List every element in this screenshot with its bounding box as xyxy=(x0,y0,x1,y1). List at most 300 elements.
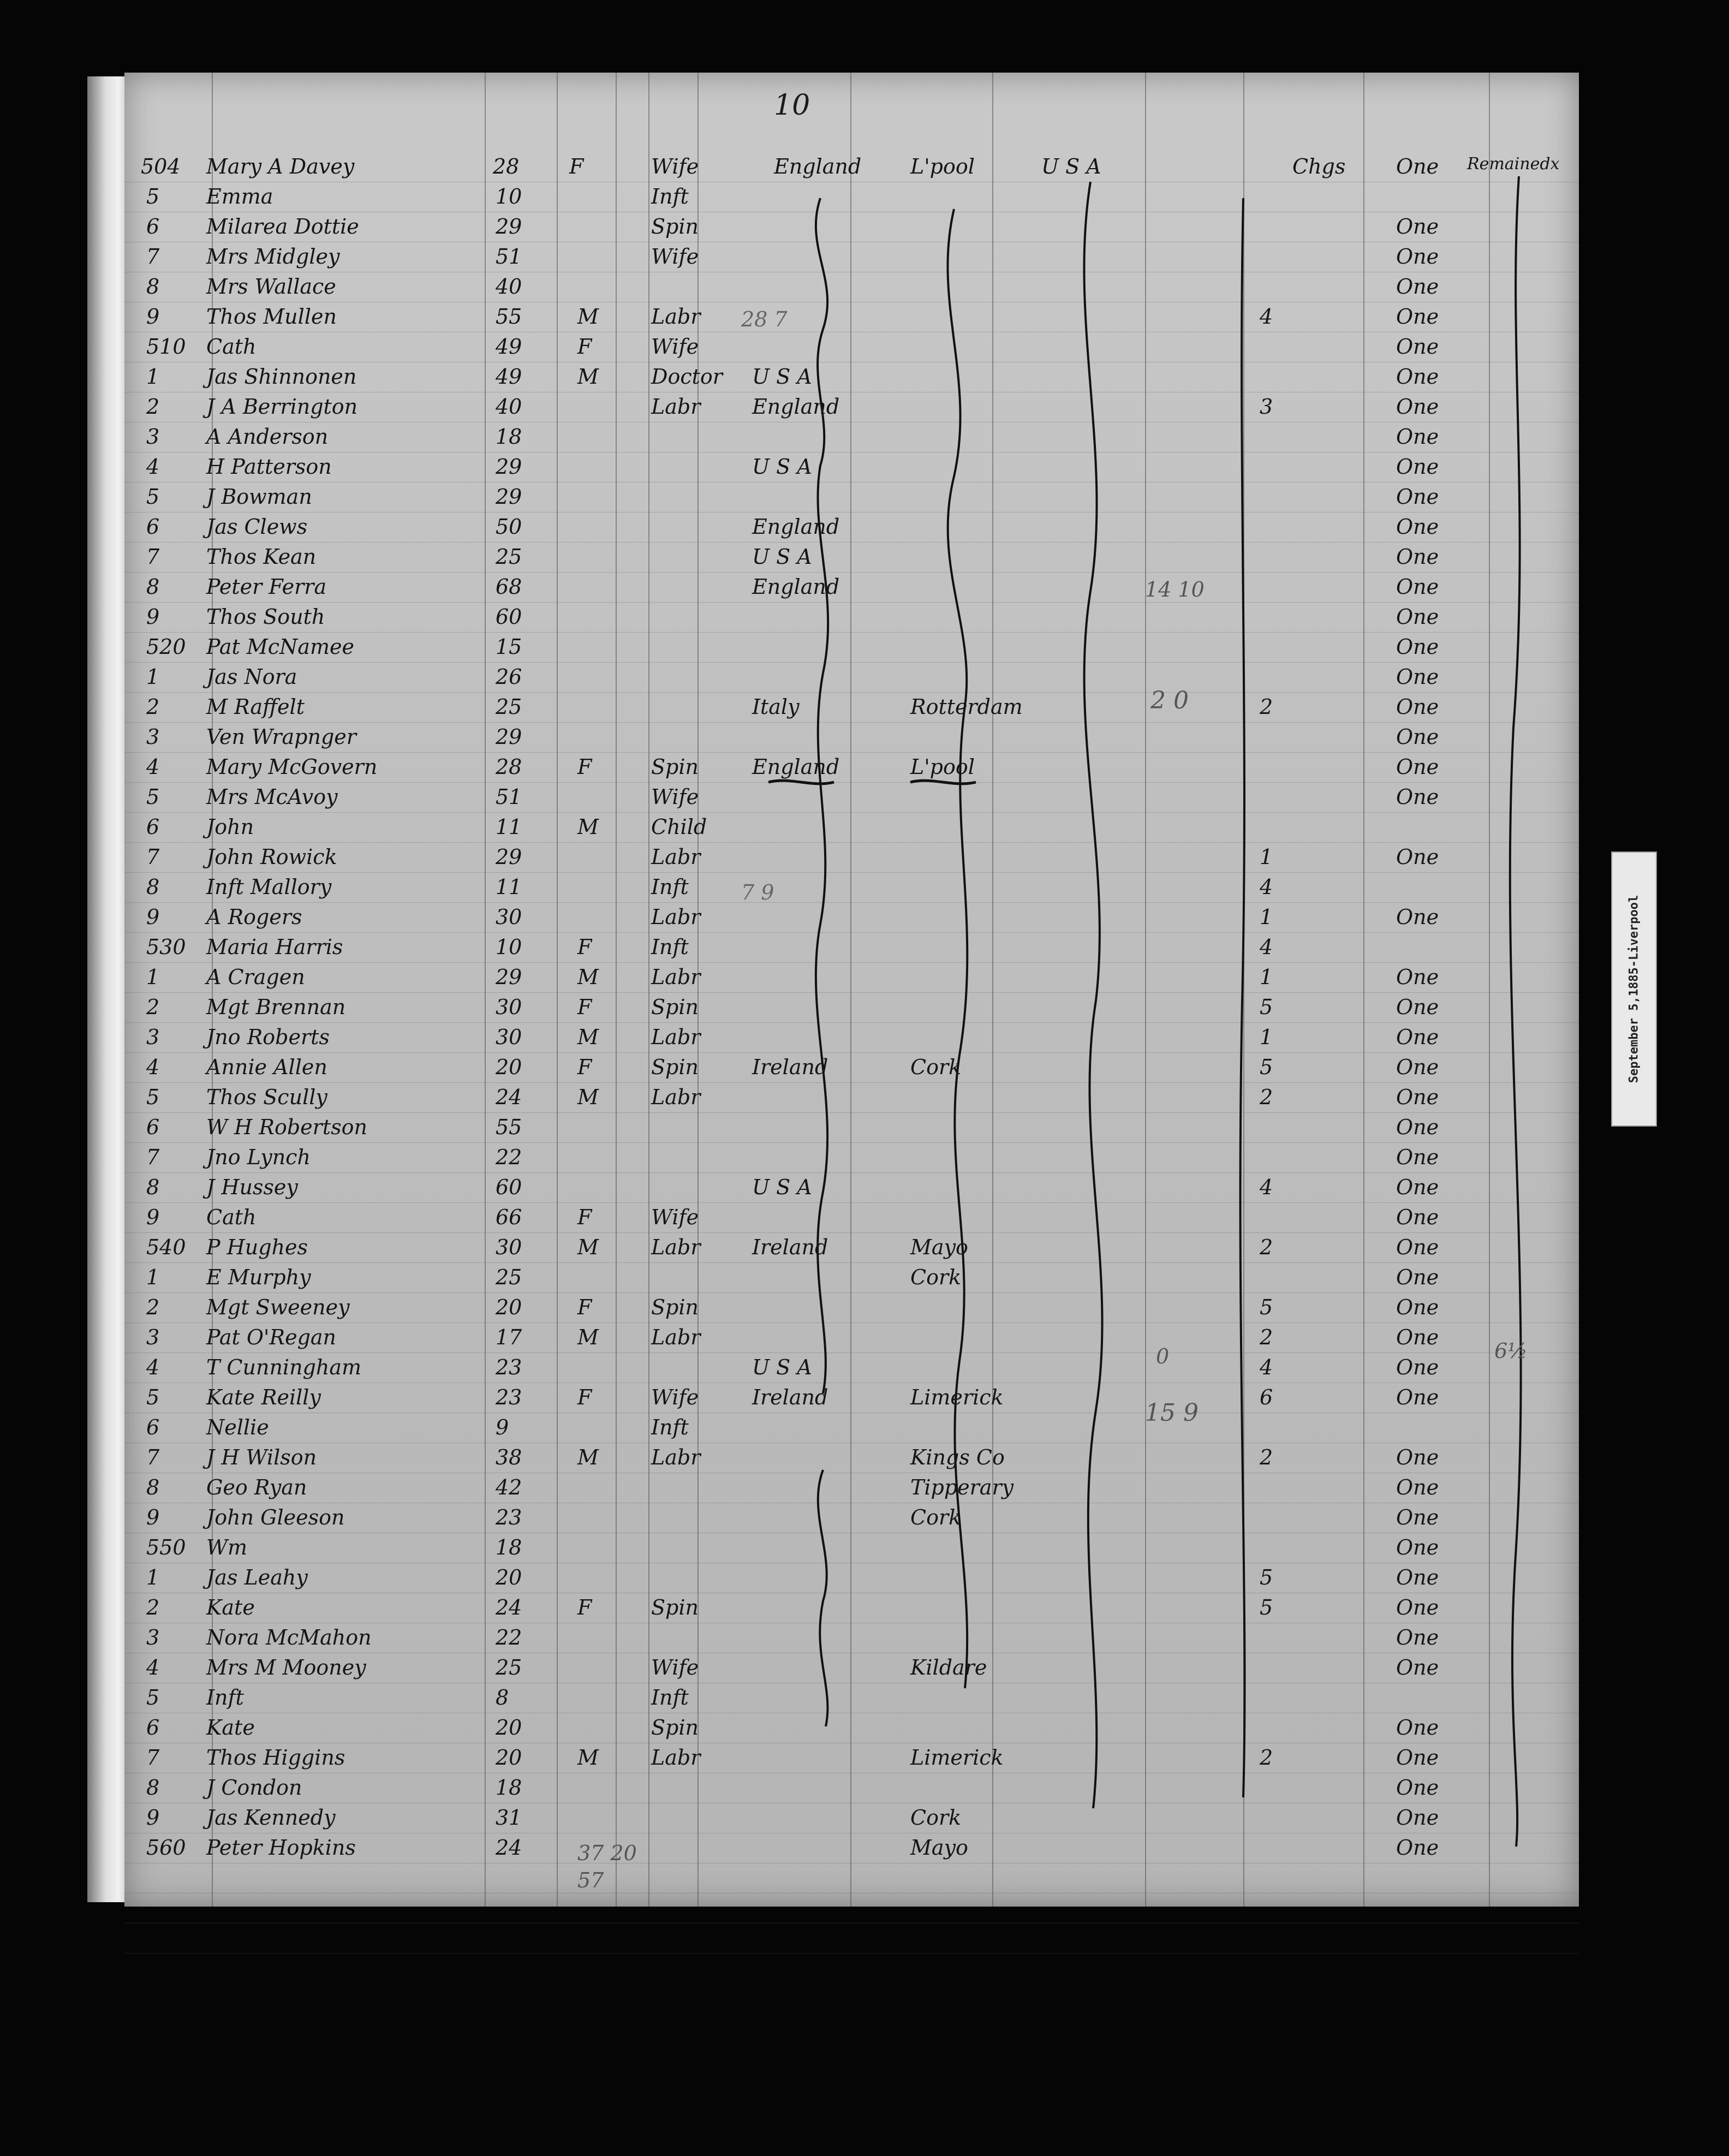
passenger-age: 20 xyxy=(496,1716,522,1740)
row-number: 9 xyxy=(146,305,160,329)
pencil-note: 28 7 xyxy=(741,307,788,331)
passenger-occupation: Inft xyxy=(651,1686,689,1710)
passenger-occupation: Wife xyxy=(651,1205,699,1229)
port-of-embarkation: L'pool xyxy=(910,755,975,779)
baggage-pieces: One xyxy=(1396,1836,1439,1860)
passenger-name: Mrs Midgley xyxy=(206,245,340,269)
row-number: 8 xyxy=(146,1776,160,1800)
berth-number: 5 xyxy=(1260,1565,1273,1589)
row-number: 550 xyxy=(146,1535,186,1559)
passenger-occupation: Inft xyxy=(651,935,689,959)
microfilm-label-text: September 5,1885-Liverpool xyxy=(1627,895,1641,1083)
passenger-occupation: Labr xyxy=(651,965,701,989)
berth-number: 5 xyxy=(1260,995,1273,1019)
passenger-age: 38 xyxy=(496,1445,522,1469)
pencil-note: 0 xyxy=(1156,1344,1170,1368)
baggage-pieces: One xyxy=(1396,725,1439,749)
passenger-occupation: Doctor xyxy=(651,365,723,389)
passenger-name: Jas Nora xyxy=(206,665,297,689)
passenger-name: John Gleeson xyxy=(206,1505,345,1529)
row-number: 9 xyxy=(146,1505,160,1529)
passenger-occupation: Inft xyxy=(651,875,689,899)
column-total: 57 xyxy=(577,1868,604,1892)
passenger-age: 60 xyxy=(496,1175,522,1199)
row-number: 4 xyxy=(146,455,160,479)
row-number: 6 xyxy=(146,1115,160,1139)
baggage-pieces: One xyxy=(1396,1595,1439,1619)
baggage-pieces: One xyxy=(1396,1025,1439,1049)
baggage-pieces: One xyxy=(1396,425,1439,449)
passenger-name: J A Berrington xyxy=(206,395,358,419)
passenger-occupation: Inft xyxy=(651,184,689,209)
passenger-country: U S A xyxy=(752,545,812,569)
destination: U S A xyxy=(1041,154,1101,178)
passenger-sex: F xyxy=(577,335,592,359)
passenger-age: 18 xyxy=(496,1535,522,1559)
row-number: 7 xyxy=(146,1445,160,1469)
passenger-age: 20 xyxy=(496,1565,522,1589)
baggage-pieces: One xyxy=(1396,1565,1439,1589)
passenger-age: 60 xyxy=(496,605,522,629)
passenger-sex: M xyxy=(577,1085,599,1109)
passenger-occupation: Inft xyxy=(651,1415,689,1439)
passenger-country: England xyxy=(752,755,840,779)
passenger-sex: F xyxy=(577,1055,592,1079)
baggage-pieces: One xyxy=(1396,275,1439,299)
passenger-name: M Raffelt xyxy=(206,695,305,719)
passenger-age: 25 xyxy=(496,1655,522,1679)
row-number: 7 xyxy=(146,545,160,569)
passenger-name: Thos Higgins xyxy=(206,1746,345,1770)
port-of-embarkation: Tipperary xyxy=(910,1475,1014,1499)
passenger-country: England xyxy=(752,395,840,419)
row-number: 1 xyxy=(146,365,160,389)
berth-number: 2 xyxy=(1260,1746,1273,1770)
baggage-pieces: One xyxy=(1396,335,1439,359)
row-number: 9 xyxy=(146,605,160,629)
passenger-sex: F xyxy=(577,1385,592,1409)
berth-number: 2 xyxy=(1260,695,1273,719)
row-number: 540 xyxy=(146,1235,186,1259)
passenger-occupation: Labr xyxy=(651,905,701,929)
passenger-occupation: Labr xyxy=(651,1445,701,1469)
row-number: 6 xyxy=(146,515,160,539)
passenger-occupation: Spin xyxy=(651,215,699,239)
passenger-sex: F xyxy=(577,1595,592,1619)
passenger-sex: M xyxy=(577,1746,599,1770)
passenger-country: U S A xyxy=(752,1175,812,1199)
baggage-pieces: One xyxy=(1396,305,1439,329)
row-number: 6 xyxy=(146,215,160,239)
passenger-name: Inft Mallory xyxy=(206,875,332,899)
baggage-pieces: One xyxy=(1396,1265,1439,1289)
port-of-embarkation: Mayo xyxy=(910,1235,968,1259)
passenger-age: 68 xyxy=(496,575,522,599)
passenger-name: A Cragen xyxy=(206,965,305,989)
passenger-name: Mary A Davey xyxy=(206,154,355,178)
passenger-age: 11 xyxy=(496,875,522,899)
baggage-pieces: One xyxy=(1396,545,1439,569)
berth-number: 2 xyxy=(1260,1325,1273,1349)
passenger-name: Mrs Wallace xyxy=(206,275,336,299)
passenger-occupation: Labr xyxy=(651,1025,701,1049)
baggage-pieces: One xyxy=(1396,575,1439,599)
passenger-name: Milarea Dottie xyxy=(206,215,359,239)
passenger-name: Cath xyxy=(206,335,257,359)
berth-number: 5 xyxy=(1260,1055,1273,1079)
passenger-name: Jas Kennedy xyxy=(206,1806,336,1830)
pencil-note: 15 9 xyxy=(1145,1399,1199,1427)
passenger-country: U S A xyxy=(752,1355,812,1379)
row-number: 5 xyxy=(146,1385,160,1409)
passenger-name: H Patterson xyxy=(206,455,332,479)
passenger-country: Ireland xyxy=(752,1235,828,1259)
passenger-name: Pat McNamee xyxy=(206,635,354,659)
passenger-age: 22 xyxy=(496,1145,522,1169)
passenger-sex: M xyxy=(577,305,599,329)
row-number: 2 xyxy=(146,1295,160,1319)
passenger-name: J Bowman xyxy=(206,485,312,509)
passenger-age: 25 xyxy=(496,695,522,719)
passenger-occupation: Wife xyxy=(651,1655,699,1679)
baggage-pieces: One xyxy=(1396,1806,1439,1830)
passenger-age: 20 xyxy=(496,1295,522,1319)
passenger-name: Jno Lynch xyxy=(206,1145,311,1169)
baggage-pieces: One xyxy=(1396,1145,1439,1169)
passenger-name: J Hussey xyxy=(206,1175,298,1199)
row-number: 3 xyxy=(146,1325,160,1349)
passenger-age: 55 xyxy=(496,305,522,329)
baggage-pieces: One xyxy=(1396,245,1439,269)
row-number: 6 xyxy=(146,815,160,839)
passenger-name: Jas Clews xyxy=(206,515,308,539)
baggage-pieces: One xyxy=(1396,845,1439,869)
baggage-pieces: One xyxy=(1396,605,1439,629)
berth-number: 4 xyxy=(1260,1175,1273,1199)
passenger-name: P Hughes xyxy=(206,1235,308,1259)
passenger-age: 24 xyxy=(496,1595,522,1619)
baggage-pieces: One xyxy=(1396,965,1439,989)
row-number: 7 xyxy=(146,1746,160,1770)
port-of-embarkation: Cork xyxy=(910,1055,962,1079)
row-number: 3 xyxy=(146,725,160,749)
row-number: 2 xyxy=(146,995,160,1019)
passenger-name: Annie Allen xyxy=(206,1055,327,1079)
baggage-pieces: One xyxy=(1396,1746,1439,1770)
row-number: 7 xyxy=(146,845,160,869)
passenger-country: U S A xyxy=(752,365,812,389)
passenger-age: 20 xyxy=(496,1055,522,1079)
port-of-embarkation: Kildare xyxy=(910,1655,987,1679)
manifest-page xyxy=(124,73,1579,1907)
passenger-age: 50 xyxy=(496,515,522,539)
row-number: 5 xyxy=(146,785,160,809)
passenger-age: 15 xyxy=(496,635,522,659)
passenger-age: 23 xyxy=(496,1355,522,1379)
passenger-name: Mrs McAvoy xyxy=(206,785,338,809)
baggage-pieces: One xyxy=(1396,1716,1439,1740)
berth-number: 4 xyxy=(1260,935,1273,959)
passenger-name: Thos Mullen xyxy=(206,305,337,329)
passenger-age: 10 xyxy=(496,935,522,959)
row-number: 4 xyxy=(146,1655,160,1679)
row-number: 510 xyxy=(146,335,186,359)
row-number: 530 xyxy=(146,935,186,959)
passenger-age: 30 xyxy=(496,905,522,929)
passenger-age: 42 xyxy=(496,1475,522,1499)
row-number: 3 xyxy=(146,425,160,449)
port-of-embarkation: Limerick xyxy=(910,1385,1004,1409)
row-number: 2 xyxy=(146,1595,160,1619)
passenger-age: 28 xyxy=(496,755,522,779)
passenger-occupation: Wife xyxy=(651,154,699,178)
passenger-sex: M xyxy=(577,965,599,989)
row-number: 7 xyxy=(146,245,160,269)
berth-number: 4 xyxy=(1260,305,1273,329)
baggage-pieces: One xyxy=(1396,1655,1439,1679)
row-number: 3 xyxy=(146,1625,160,1649)
passenger-name: Cath xyxy=(206,1205,257,1229)
passenger-name: A Rogers xyxy=(206,905,302,929)
passenger-name: Peter Ferra xyxy=(206,575,327,599)
passenger-country: U S A xyxy=(752,455,812,479)
passenger-country: Ireland xyxy=(752,1055,828,1079)
passenger-age: 25 xyxy=(496,1265,522,1289)
passenger-sex: M xyxy=(577,1325,599,1349)
passenger-name: Ven Wrapnger xyxy=(206,725,356,749)
row-number: 8 xyxy=(146,575,160,599)
row-number: 5 xyxy=(146,1085,160,1109)
passenger-age: 8 xyxy=(496,1686,509,1710)
berth-number: 1 xyxy=(1260,845,1273,869)
port-of-embarkation: Cork xyxy=(910,1265,962,1289)
passenger-sex: M xyxy=(577,815,599,839)
passenger-age: 18 xyxy=(496,1776,522,1800)
passenger-age: 29 xyxy=(496,725,522,749)
baggage-pieces: One xyxy=(1396,365,1439,389)
passenger-age: 51 xyxy=(496,245,522,269)
passenger-occupation: Wife xyxy=(651,245,699,269)
passenger-age: 49 xyxy=(496,365,522,389)
passenger-occupation: Wife xyxy=(651,1385,699,1409)
passenger-name: Geo Ryan xyxy=(206,1475,307,1499)
row-number: 5 xyxy=(146,485,160,509)
passenger-occupation: Child xyxy=(651,815,707,839)
port-of-embarkation: Mayo xyxy=(910,1836,968,1860)
baggage-pieces: One xyxy=(1396,1475,1439,1499)
column-total: 37 20 xyxy=(577,1841,637,1865)
passenger-occupation: Spin xyxy=(651,1295,699,1319)
berth-number: 5 xyxy=(1260,1295,1273,1319)
passenger-name: Jno Roberts xyxy=(206,1025,330,1049)
passenger-name: Thos Scully xyxy=(206,1085,327,1109)
passenger-age: 17 xyxy=(496,1325,522,1349)
passenger-name: A Anderson xyxy=(206,425,329,449)
remark-note: 6½ xyxy=(1494,1339,1528,1363)
pencil-note: 2 0 xyxy=(1150,687,1189,714)
passenger-occupation: Labr xyxy=(651,395,701,419)
passenger-name: Pat O'Regan xyxy=(206,1325,337,1349)
passenger-occupation: Spin xyxy=(651,755,699,779)
remarks: Remainedx xyxy=(1467,154,1560,174)
passenger-age: 29 xyxy=(496,845,522,869)
passenger-country: England xyxy=(774,154,862,178)
passenger-name: Jas Leahy xyxy=(206,1565,308,1589)
passenger-age: 23 xyxy=(496,1505,522,1529)
passenger-age: 11 xyxy=(496,815,522,839)
port-of-embarkation: Limerick xyxy=(910,1746,1004,1770)
passenger-age: 28 xyxy=(493,154,520,178)
baggage-pieces: One xyxy=(1396,1295,1439,1319)
passenger-occupation: Spin xyxy=(651,1055,699,1079)
baggage-pieces: One xyxy=(1396,1355,1439,1379)
row-number: 9 xyxy=(146,1205,160,1229)
berth-number: 1 xyxy=(1260,965,1273,989)
berth-number: 2 xyxy=(1260,1235,1273,1259)
port-of-embarkation: Cork xyxy=(910,1806,962,1830)
passenger-country: Ireland xyxy=(752,1385,828,1409)
port-of-embarkation: Cork xyxy=(910,1505,962,1529)
passenger-age: 51 xyxy=(496,785,522,809)
passenger-occupation: Labr xyxy=(651,305,701,329)
passenger-sex: M xyxy=(577,365,599,389)
berth-number: 4 xyxy=(1260,1355,1273,1379)
baggage-pieces: One xyxy=(1396,154,1439,178)
passenger-name: Mrs M Mooney xyxy=(206,1655,366,1679)
passenger-age: 24 xyxy=(496,1085,522,1109)
passenger-sex: M xyxy=(577,1235,599,1259)
pencil-note: 14 10 xyxy=(1145,577,1205,601)
row-number: 5 xyxy=(146,1686,160,1710)
passenger-occupation: Wife xyxy=(651,785,699,809)
passenger-name: John Rowick xyxy=(206,845,337,869)
passenger-occupation: Spin xyxy=(651,1716,699,1740)
passenger-country: Italy xyxy=(752,695,800,719)
passenger-age: 40 xyxy=(496,395,522,419)
passenger-name: E Murphy xyxy=(206,1265,311,1289)
port-of-embarkation: L'pool xyxy=(910,154,975,178)
passenger-age: 20 xyxy=(496,1746,522,1770)
baggage-pieces: One xyxy=(1396,1776,1439,1800)
baggage-pieces: One xyxy=(1396,695,1439,719)
baggage-pieces: One xyxy=(1396,635,1439,659)
row-number: 1 xyxy=(146,965,160,989)
baggage-pieces: One xyxy=(1396,1055,1439,1079)
passenger-name: J Condon xyxy=(206,1776,302,1800)
passenger-age: 55 xyxy=(496,1115,522,1139)
passenger-age: 22 xyxy=(496,1625,522,1649)
berth-number: 1 xyxy=(1260,1025,1273,1049)
passenger-name: J H Wilson xyxy=(206,1445,317,1469)
passenger-age: 66 xyxy=(496,1205,522,1229)
baggage-pieces: One xyxy=(1396,1115,1439,1139)
passenger-sex: F xyxy=(577,1205,592,1229)
passenger-occupation: Labr xyxy=(651,1325,701,1349)
passenger-name: John xyxy=(206,815,254,839)
passenger-age: 29 xyxy=(496,485,522,509)
passenger-country: England xyxy=(752,575,840,599)
baggage-pieces: One xyxy=(1396,755,1439,779)
passenger-name: Kate xyxy=(206,1716,255,1740)
baggage-pieces: One xyxy=(1396,1175,1439,1199)
row-number: 9 xyxy=(146,905,160,929)
passenger-name: Kate Reilly xyxy=(206,1385,321,1409)
row-number: 4 xyxy=(146,755,160,779)
berth-number: 3 xyxy=(1260,395,1273,419)
baggage-pieces: One xyxy=(1396,995,1439,1019)
passenger-occupation: Wife xyxy=(651,335,699,359)
passenger-sex: F xyxy=(577,995,592,1019)
row-number: 4 xyxy=(146,1355,160,1379)
row-number: 3 xyxy=(146,1025,160,1049)
passenger-sex: F xyxy=(577,935,592,959)
berth-number: 2 xyxy=(1260,1445,1273,1469)
passenger-age: 9 xyxy=(496,1415,509,1439)
passenger-age: 25 xyxy=(496,545,522,569)
passenger-name: Maria Harris xyxy=(206,935,343,959)
passenger-occupation: Labr xyxy=(651,1085,701,1109)
baggage-pieces: One xyxy=(1396,455,1439,479)
berth-number: 6 xyxy=(1260,1385,1273,1409)
row-number: 520 xyxy=(146,635,186,659)
passenger-sex: F xyxy=(577,1295,592,1319)
passenger-occupation: Labr xyxy=(651,1746,701,1770)
port-of-embarkation: Kings Co xyxy=(910,1445,1005,1469)
row-number: 8 xyxy=(146,1175,160,1199)
berth-number: 1 xyxy=(1260,905,1273,929)
passenger-occupation: Spin xyxy=(651,995,699,1019)
passenger-age: 30 xyxy=(496,1025,522,1049)
row-number: 6 xyxy=(146,1716,160,1740)
baggage-pieces: One xyxy=(1396,515,1439,539)
row-number: 1 xyxy=(146,665,160,689)
row-number: 504 xyxy=(141,154,181,178)
berth-number: 2 xyxy=(1260,1085,1273,1109)
passenger-age: 10 xyxy=(496,184,522,209)
row-number: 2 xyxy=(146,395,160,419)
passenger-occupation: Labr xyxy=(651,1235,701,1259)
passenger-sex: F xyxy=(569,154,584,178)
passenger-name: Wm xyxy=(206,1535,248,1559)
berth-number: 4 xyxy=(1260,875,1273,899)
passenger-name: Thos South xyxy=(206,605,325,629)
passenger-sex: M xyxy=(577,1025,599,1049)
passenger-age: 49 xyxy=(496,335,522,359)
berth-number: 5 xyxy=(1260,1595,1273,1619)
passenger-name: Mgt Sweeney xyxy=(206,1295,350,1319)
baggage-pieces: One xyxy=(1396,905,1439,929)
pencil-note: 7 9 xyxy=(741,880,774,904)
baggage-pieces: One xyxy=(1396,785,1439,809)
baggage-pieces: One xyxy=(1396,1205,1439,1229)
row-number: 8 xyxy=(146,275,160,299)
passenger-name: Emma xyxy=(206,184,273,209)
baggage-pieces: One xyxy=(1396,1085,1439,1109)
baggage-pieces: One xyxy=(1396,485,1439,509)
baggage-pieces: One xyxy=(1396,1505,1439,1529)
baggage-pieces: One xyxy=(1396,1325,1439,1349)
baggage-pieces: One xyxy=(1396,215,1439,239)
passenger-name: Inft xyxy=(206,1686,244,1710)
passenger-name: Peter Hopkins xyxy=(206,1836,356,1860)
passenger-age: 30 xyxy=(496,995,522,1019)
passenger-sex: F xyxy=(577,755,592,779)
passenger-name: W H Robertson xyxy=(206,1115,367,1139)
row-number: 1 xyxy=(146,1265,160,1289)
microfilm-label xyxy=(1611,851,1657,1127)
baggage-pieces: One xyxy=(1396,1625,1439,1649)
row-number: 6 xyxy=(146,1415,160,1439)
